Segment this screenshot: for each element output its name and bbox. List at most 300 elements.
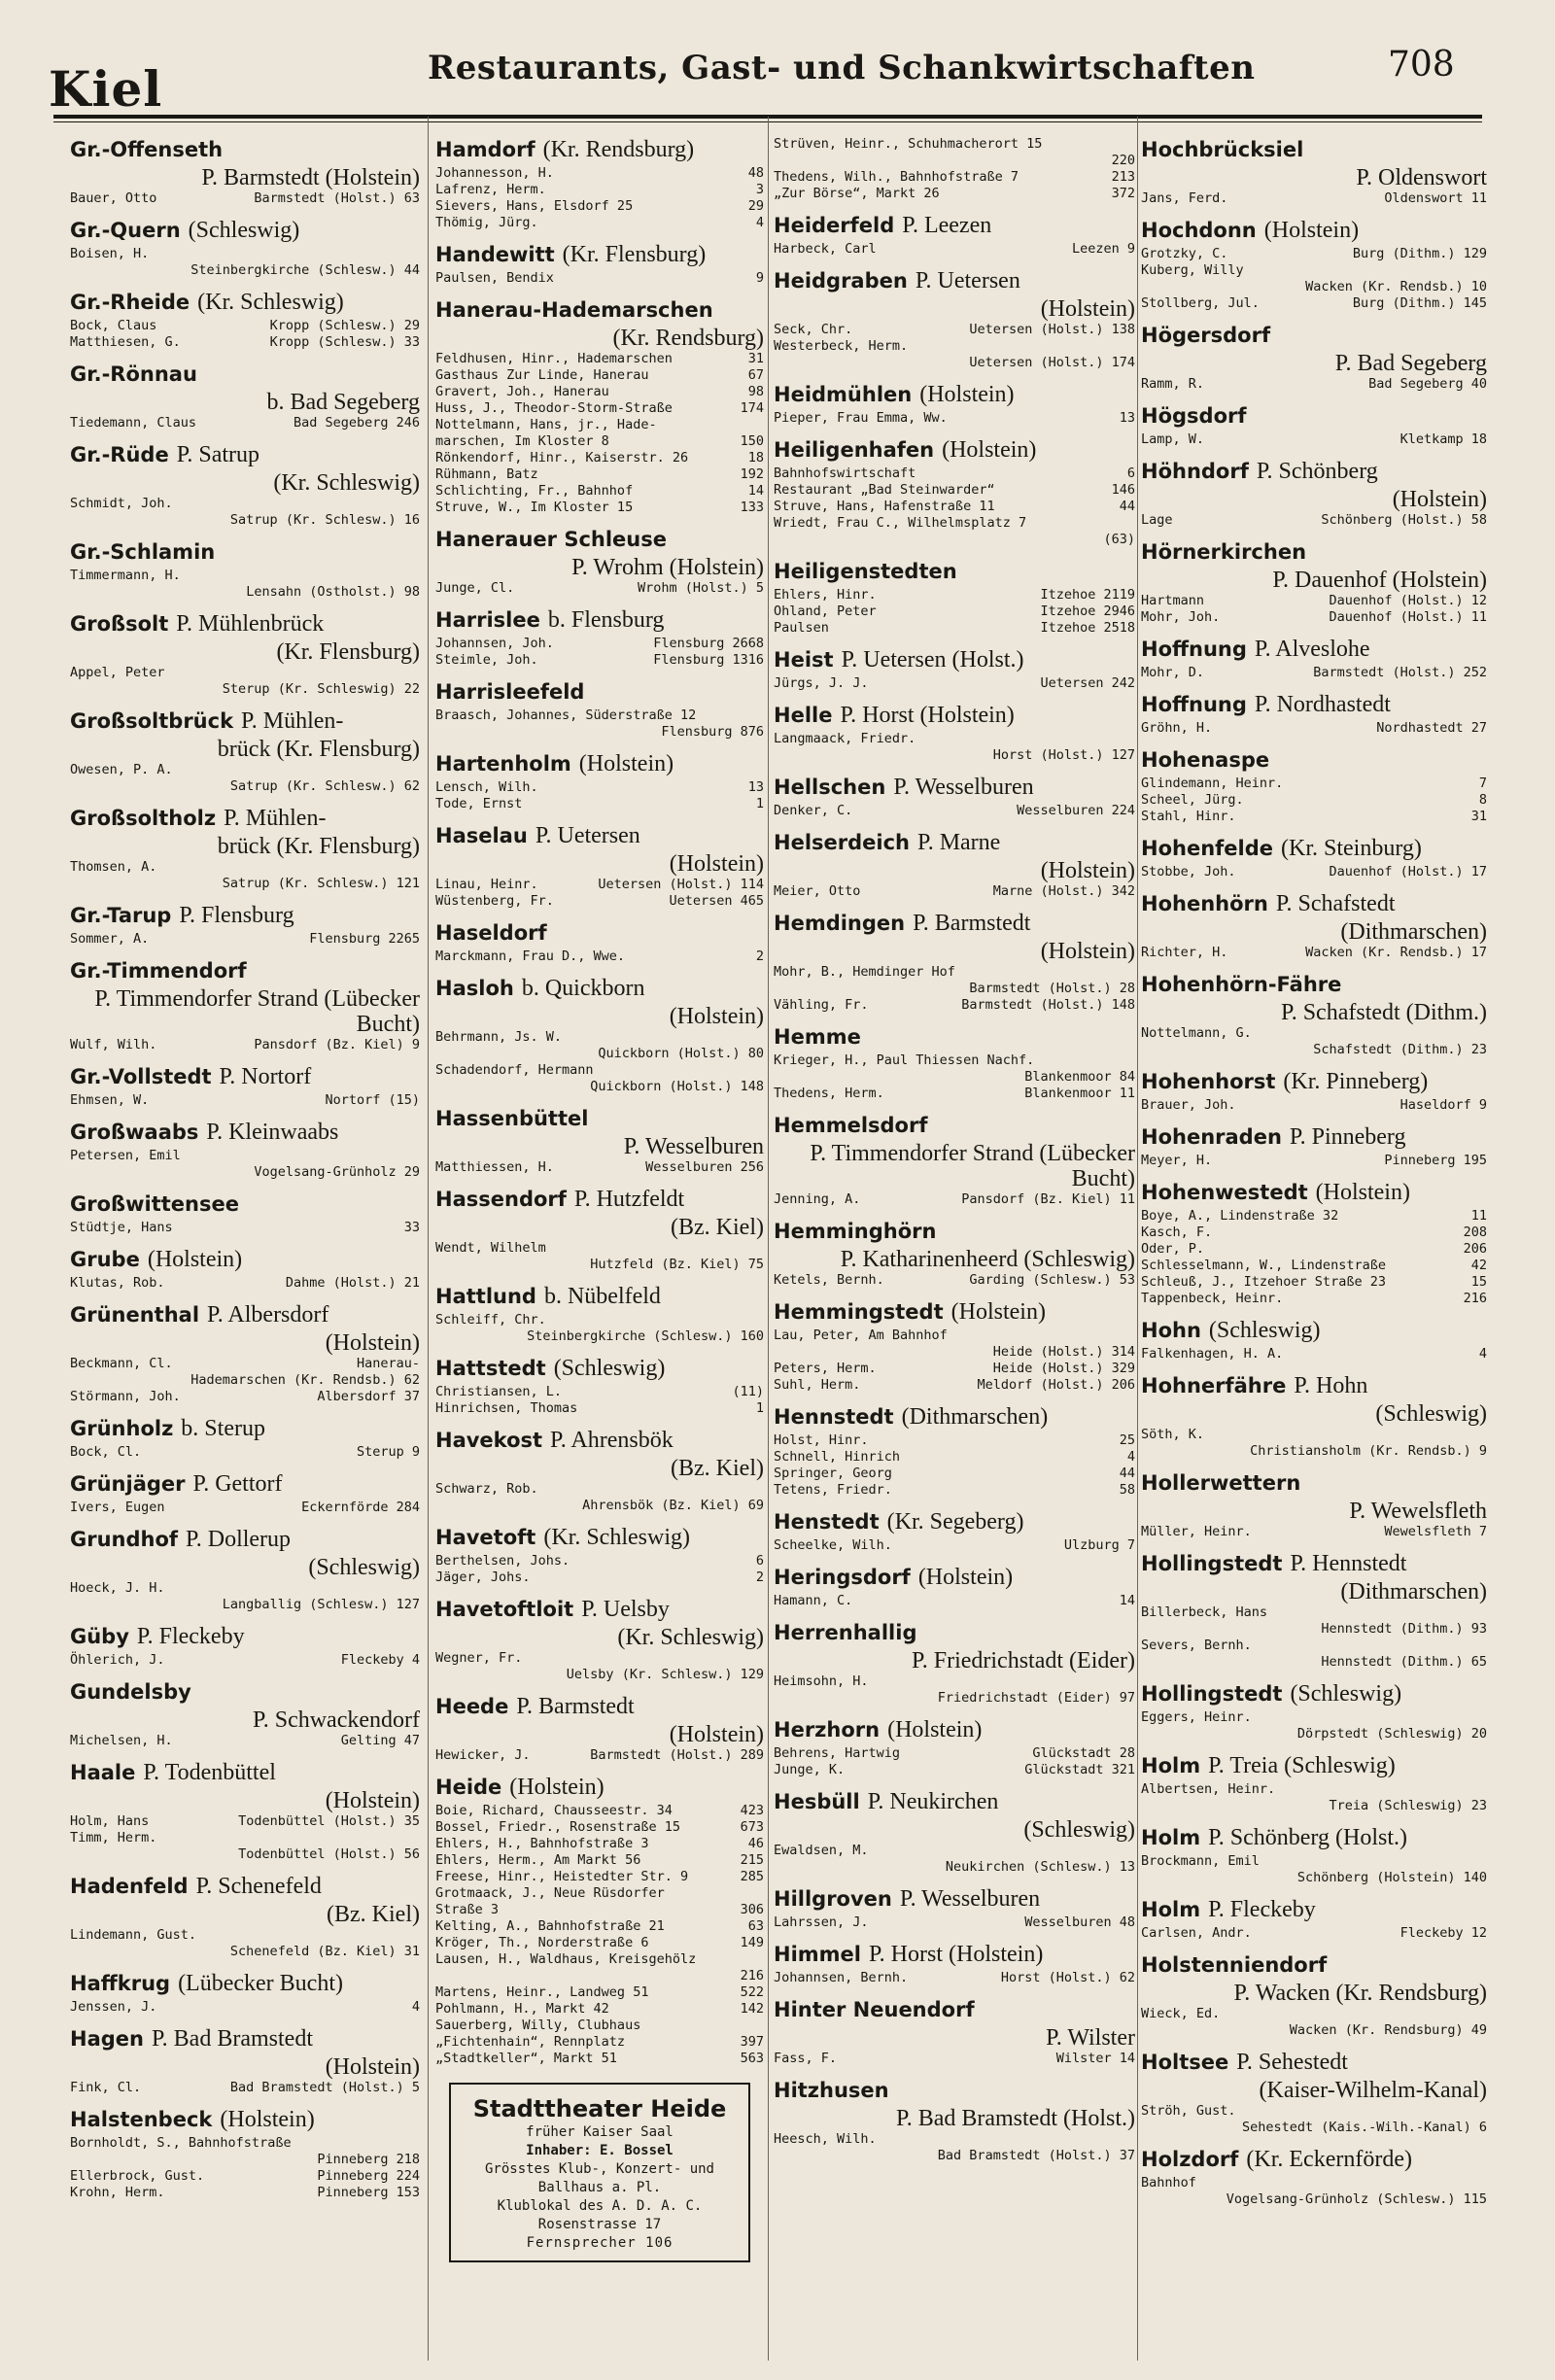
listing-row [1141,1291,1487,1307]
place-qualifier-cont: (Holstein) [1040,858,1135,883]
listing-detail: 14 [1119,1593,1135,1608]
listing-detail: Dörpstedt (Schleswig) 20 [1296,1726,1487,1742]
place-entry [435,1355,764,1417]
place-heading [70,610,420,639]
listing-detail: Bad Bramstedt (Holst.) 37 [937,2148,1135,2163]
place-name: Hohenaspe [1141,748,1270,772]
place-heading [70,217,420,246]
listing-row [70,1830,420,1846]
place-qualifier-cont: (Kaiser-Wilhelm-Kanal) [1259,2078,1487,2103]
city-header: Kiel [49,60,163,118]
listing-row [435,1902,764,1918]
listing-row [70,568,420,584]
listing-detail: Friedrichstadt (Eider) 97 [937,1690,1135,1706]
listing-row [774,731,1135,747]
place-heading [70,1415,420,1444]
place-qualifier: P. Schafstedt [1275,891,1396,916]
listing-row [1141,1781,1487,1798]
listing-row [435,165,764,182]
place-name: Haale [70,1761,136,1784]
place-name: Hoffnung [1141,693,1247,716]
listing-detail: Glückstadt 28 [1032,1745,1135,1761]
listing-row [435,652,764,669]
place-name: Hohenhörn-Fähre [1141,973,1342,996]
place-name: Haselau [435,824,528,847]
listing-detail: (11) [732,1384,764,1399]
proprietor-name: Ramm, R. [1141,376,1205,392]
listing-row [1141,1443,1487,1460]
listing-row [774,499,1135,515]
listing-detail: 133 [740,500,764,515]
proprietor-name: Boie, Richard, Chausseestr. 34 [435,1803,673,1818]
place-heading [435,975,764,1004]
listing-row [774,997,1135,1014]
listing-detail: Flensburg 2668 [653,636,764,651]
place-name: Güby [70,1625,129,1648]
place-heading [774,2077,1135,2106]
place-name: Holstenniendorf [1141,1953,1328,1977]
listing-detail: 46 [747,1836,764,1851]
listing-detail: Blankenmoor 11 [1024,1086,1135,1101]
place-name: Hattstedt [435,1357,546,1380]
proprietor-name: Mohr, B., Hemdinger Hof [774,964,955,980]
listing-row [70,1220,420,1236]
place-entry [70,2106,420,2201]
place-heading [1141,402,1487,431]
place-name: Handewitt [435,243,555,266]
place-qualifier: P. Hutzfeldt [573,1187,685,1212]
proprietor-name: Bock, Claus [70,318,157,333]
place-name: Grünjäger [70,1472,186,1496]
listing-row [70,1999,420,2016]
listing-detail: 67 [747,367,764,383]
listing-row [70,262,420,279]
listing-row [774,1344,1135,1361]
proprietor-name: Krieger, H., Paul Thiessen Nachf. [774,1052,1035,1068]
listing-row [1141,1042,1487,1058]
listing-row [435,2034,764,2051]
proprietor-name: Ketels, Bernh. [774,1272,884,1288]
place-entry [70,902,420,948]
proprietor-name: Albertsen, Heinr. [1141,1781,1276,1797]
listing-row [435,1400,764,1417]
place-heading [774,1941,1135,1970]
place-heading [435,136,764,165]
listing-row [774,1745,1135,1762]
place-qualifier-cont: b. Bad Segeberg [266,390,420,415]
proprietor-name: Wendt, Wilhelm [435,1240,546,1256]
place-name: Hamdorf [435,138,536,161]
listing-detail: Barmstedt (Holst.) 63 [254,190,420,206]
listing-detail: 33 [403,1220,420,1235]
proprietor-name: Huss, J., Theodor-Storm-Straße [435,400,673,416]
place-heading [774,910,1135,939]
place-qualifier-cont: P. Timmendorfer Strand (Lübecker Bucht) [810,1141,1135,1191]
place-qualifier: P. Sehestedt [1236,2050,1348,2075]
listing-row [1141,1346,1487,1362]
place-entry [435,1427,764,1514]
place-qualifier-cont: (Bz. Kiel) [671,1215,764,1240]
place-heading [70,1470,420,1500]
listing-row [70,1356,420,1372]
place-heading [1141,636,1487,665]
proprietor-name: Ströh, Gust. [1141,2103,1236,2119]
advert-line: Ballhaus a. Pl. [537,2180,662,2195]
place-heading [435,1105,764,1134]
place-name: Heiligenhafen [774,438,935,462]
proprietor-name: Bock, Cl. [70,1444,142,1460]
listing-row [1141,1208,1487,1224]
proprietor-name: Schleiff, Chr. [435,1312,546,1328]
place-qualifier-cont: (Holstein) [325,1788,420,1813]
place-qualifier: P. Uetersen (Holst.) [841,647,1024,673]
listing-row [70,778,420,795]
place-entry [70,1623,420,1669]
listing-row [774,2148,1135,2164]
place-name: Hasloh [435,977,514,1000]
proprietor-name: Feldhusen, Hinr., Hademarschen [435,351,673,366]
proprietor-name: „Fichtenhain“, Rennplatz [435,2034,626,2050]
place-name: Hassenbüttel [435,1107,589,1130]
place-heading [70,1301,420,1330]
listing-detail: 15 [1470,1274,1487,1290]
place-name: Holm [1141,1898,1201,1921]
place-entry [1141,402,1487,448]
proprietor-name: Wieck, Ed. [1141,2006,1221,2021]
listing-detail: Schafstedt (Dithm.) 23 [1313,1042,1487,1057]
listing-row [1141,1621,1487,1638]
place-qualifier-cont: (Schleswig) [1023,1817,1135,1843]
place-entry [435,1596,764,1683]
place-entry [70,217,420,279]
listing-row [435,1819,764,1836]
proprietor-name: Kelting, A., Bahnhofstraße 21 [435,1918,665,1934]
place-name: Hollingstedt [1141,1552,1283,1575]
place-heading [774,1564,1135,1593]
listing-row [435,779,764,796]
listing-detail: Albersdorf 37 [317,1389,420,1404]
proprietor-name: Oder, P. [1141,1241,1205,1257]
listing-detail: Fleckeby 4 [340,1652,420,1668]
proprietor-name: Rönkendorf, Hinr., Kaiserstr. 26 [435,450,689,466]
listing-detail: Satrup (Kr. Schlesw.) 16 [229,512,420,528]
place-entry [1141,538,1487,626]
listing-detail: 4 [1126,1449,1135,1465]
proprietor-name: Lahrssen, J. [774,1914,869,1930]
listing-row [774,1970,1135,1986]
place-name: Hagen [70,2027,144,2051]
place-qualifier: P. Todenbüttel [143,1760,276,1785]
place-qualifier-cont: (Kr. Flensburg) [276,639,420,665]
proprietor-name: Behrmann, Js. W. [435,1029,563,1045]
listing-detail: 4 [411,1999,420,2015]
place-name: Hemdingen [774,912,906,935]
proprietor-name: Jürgs, J. J. [774,675,869,691]
place-qualifier: (Schleswig) [553,1356,666,1381]
place-qualifier: (Kr. Rendsburg) [542,137,695,162]
place-entry [774,1885,1135,1931]
listing-row [70,2168,420,2185]
place-qualifier: P. Mühlen- [224,806,327,831]
listing-row [435,1481,764,1498]
place-name: Hochdonn [1141,219,1257,242]
place-qualifier: P. Nordhastedt [1254,692,1391,717]
proprietor-name: Kröger, Th., Norderstraße 6 [435,1935,649,1950]
place-name: Hohn [1141,1319,1201,1342]
listing-row [1141,2120,1487,2136]
proprietor-name: Heimsohn, H. [774,1673,869,1689]
place-heading [774,1788,1135,1817]
place-heading [774,1403,1135,1432]
place-heading [435,1186,764,1215]
place-qualifier: (Holstein) [887,1717,983,1742]
place-name: Hemme [774,1025,861,1049]
place-heading [774,1298,1135,1328]
listing-row [70,1927,420,1944]
listing-row [435,1885,764,1902]
place-heading [774,436,1135,466]
place-name: Havetoftloit [435,1598,574,1621]
listing-detail: Wesselburen 224 [1017,803,1135,818]
proprietor-name: Hewicker, J. [435,1747,531,1763]
place-qualifier: P. Pinneberg [1289,1124,1406,1150]
proprietor-name: Jäger, Johs. [435,1569,531,1585]
place-heading [774,1619,1135,1648]
listing-detail: Itzehoe 2946 [1040,604,1135,619]
listing-row [774,675,1135,692]
place-heading [1141,1317,1487,1346]
place-heading [435,919,764,949]
place-qualifier-cont: P. Bad Bramstedt (Holst.) [896,2106,1135,2131]
listing-detail: 150 [740,433,764,449]
proprietor-name: Pieper, Frau Emma, Ww. [774,410,948,426]
place-name: Hochbrücksiel [1141,138,1304,161]
place-entry [1141,1951,1487,2039]
proprietor-name: Klutas, Rob. [70,1275,165,1291]
listing-row [435,1159,764,1176]
place-entry [435,750,764,812]
place-qualifier: P. Satrup [176,442,260,467]
proprietor-name: Stüdtje, Hans [70,1220,173,1235]
proprietor-name: Meier, Otto [774,883,861,899]
listing-row [70,2080,420,2096]
listing-detail: Leezen 9 [1071,241,1135,257]
listing-row [435,2001,764,2018]
place-entry [774,702,1135,764]
listing-row [1141,1524,1487,1540]
listing-detail: Lensahn (Ostholst.) 98 [246,584,420,600]
listing-detail: 98 [747,384,764,399]
place-name: Helserdeich [774,831,910,854]
place-entry [435,296,764,516]
place-heading [1141,1752,1487,1781]
listing-row [1141,1726,1487,1742]
proprietor-name: Bahnhofswirtschaft [774,466,916,481]
place-name: Halstenbeck [70,2108,213,2131]
proprietor-name: Schlichting, Fr., Bahnhof [435,483,634,499]
place-name: Holtsee [1141,2051,1229,2074]
listing-detail: Ahrensbök (Bz. Kiel) 69 [582,1498,764,1513]
listing-detail: 4 [755,215,764,230]
proprietor-name: Richter, H. [1141,945,1228,960]
listing-detail: Wacken (Kr. Rendsburg) 49 [1289,2022,1487,2038]
advert-box [449,2083,750,2262]
listing-detail: 6 [1126,466,1135,481]
listing-row [774,1466,1135,1482]
place-heading [435,750,764,779]
listing-row [1141,190,1487,207]
place-qualifier-cont: (Holstein) [325,2054,420,2080]
listing-detail: 673 [740,1819,764,1835]
listing-row [435,1029,764,1046]
page-number: 708 [1388,45,1455,85]
listing-row [1141,1604,1487,1621]
place-qualifier: (Kr. Schleswig) [543,1525,690,1550]
proprietor-name: Gravert, Joh., Hanerau [435,384,609,399]
listing-row [774,604,1135,620]
proprietor-name: Linau, Heinr. [435,877,538,892]
place-qualifier: P. Uelsby [581,1597,670,1622]
listing-detail: Nordhastedt 27 [1376,720,1487,736]
listing-detail: 1 [755,1400,764,1416]
proprietor-name: Steimle, Joh. [435,652,538,668]
place-name: Hemminghörn [774,1220,937,1243]
place-heading [774,774,1135,803]
listing-detail: Quickborn (Holst.) 148 [590,1079,764,1094]
listing-row [435,2018,764,2034]
place-heading [70,1119,420,1148]
proprietor-name: Ewaldsen, M. [774,1843,869,1858]
proprietor-name: Junge, Cl. [435,580,515,596]
listing-row [70,859,420,876]
listing-row [435,1569,764,1586]
listing-row [70,1500,420,1516]
advert-title: Stadttheater Heide [472,2095,727,2122]
place-name: Harrislee [435,608,540,632]
listing-row [435,466,764,483]
listing-detail: Horst (Holst.) 62 [1000,1970,1135,1985]
place-heading [774,1023,1135,1052]
place-heading [70,1970,420,1999]
place-name: Hohenfelde [1141,837,1273,860]
proprietor-name: Thomsen, A. [70,859,157,875]
proprietor-name: Ehmsen, W. [70,1092,150,1108]
place-qualifier-cont: (Schleswig) [1375,1401,1487,1427]
place-qualifier-cont: (Holstein) [669,1722,764,1747]
place-heading [435,296,764,326]
listing-detail: 2 [755,949,764,964]
place-qualifier: (Holstein) [950,1299,1046,1325]
place-heading [70,1063,420,1092]
proprietor-name: Johannsen, Joh. [435,636,554,651]
listing-row [435,483,764,500]
listing-row [1141,376,1487,393]
place-heading [1141,1680,1487,1709]
place-name: Hohenwestedt [1141,1181,1308,1204]
proprietor-name: Scheelke, Wilh. [774,1537,892,1553]
listing-detail: Garding (Schlesw.) 53 [969,1272,1135,1288]
place-heading [435,1355,764,1384]
place-qualifier: P. Hennstedt [1290,1551,1407,1576]
proprietor-name: Jenssen, J. [70,1999,157,2015]
proprietor-name: Westerbeck, Herm. [774,338,909,354]
proprietor-name: Beckmann, Cl. [70,1356,173,1371]
listing-row [1141,2103,1487,2120]
place-heading [70,902,420,931]
listing-row [1141,593,1487,609]
proprietor-name: Suhl, Herm. [774,1377,861,1393]
place-entry [435,136,764,231]
listing-row [774,482,1135,499]
place-heading [435,1774,764,1803]
place-heading [1141,2049,1487,2078]
proprietor-name: Ellerbrock, Gust. [70,2168,205,2184]
place-entry [70,1678,420,1749]
place-qualifier: (Kr. Pinneberg) [1283,1069,1429,1094]
place-name: Helle [774,704,833,727]
place-qualifier: (Lübecker Bucht) [178,1971,343,1996]
place-heading [1141,1824,1487,1853]
place-name: Hemmingstedt [774,1300,944,1324]
place-qualifier: P. Fleckeby [1208,1897,1316,1922]
proprietor-name: Lausen, H., Waldhaus, Kreisgehölz [435,1951,697,1967]
place-qualifier: (Kr. Steinburg) [1281,836,1422,861]
proprietor-name: Holst, Hinr. [774,1432,869,1448]
listing-detail: Wrohm (Holst.) 5 [637,580,764,596]
listing-detail: 563 [740,2051,764,2066]
listing-row [1141,2022,1487,2039]
place-heading [435,822,764,851]
place-entry [70,538,420,601]
proprietor-name: Holm, Hans [70,1813,150,1829]
listing-row [774,136,1135,153]
place-qualifier: P. Gettorf [192,1471,283,1497]
place-qualifier: P. Flensburg [179,903,294,928]
listing-row [774,322,1135,338]
proprietor-name: Struve, Hans, Hafenstraße 11 [774,499,995,514]
place-entry [70,361,420,431]
place-name: Großsoltholz [70,807,217,830]
place-entry [774,829,1135,900]
proprietor-name: Lafrenz, Herm. [435,182,546,197]
place-heading [1141,1550,1487,1579]
advert-line: Klublokal des A. D. A. C. [497,2198,703,2214]
listing-row [435,384,764,400]
place-qualifier: P. Dollerup [186,1527,292,1552]
proprietor-name: Bahnhof [1141,2175,1196,2190]
listing-detail: Hutzfeld (Bz. Kiel) 75 [590,1257,764,1272]
proprietor-name: Tappenbeck, Heinr. [1141,1291,1284,1306]
listing-row [435,1312,764,1328]
proprietor-name: Hamann, C. [774,1593,853,1608]
proprietor-name: Matthiesen, G. [70,334,181,350]
listing-row [70,1164,420,1181]
place-entry [435,1524,764,1586]
advert-line: Grösstes Klub-, Konzert- und [484,2161,714,2177]
listing-detail: Wilster 14 [1055,2051,1135,2066]
proprietor-name: Pohlmann, H., Markt 42 [435,2001,609,2017]
listing-row [435,1046,764,1062]
place-entry [435,1693,764,1764]
place-entry [70,1190,420,1236]
listing-row [435,1328,764,1345]
proprietor-name: Mohr, Joh. [1141,609,1221,625]
listing-row [1141,945,1487,961]
place-qualifier: P. Mühlen- [241,708,344,734]
place-name: Heidgraben [774,269,908,293]
listing-detail: 63 [747,1918,764,1934]
place-heading [774,702,1135,731]
